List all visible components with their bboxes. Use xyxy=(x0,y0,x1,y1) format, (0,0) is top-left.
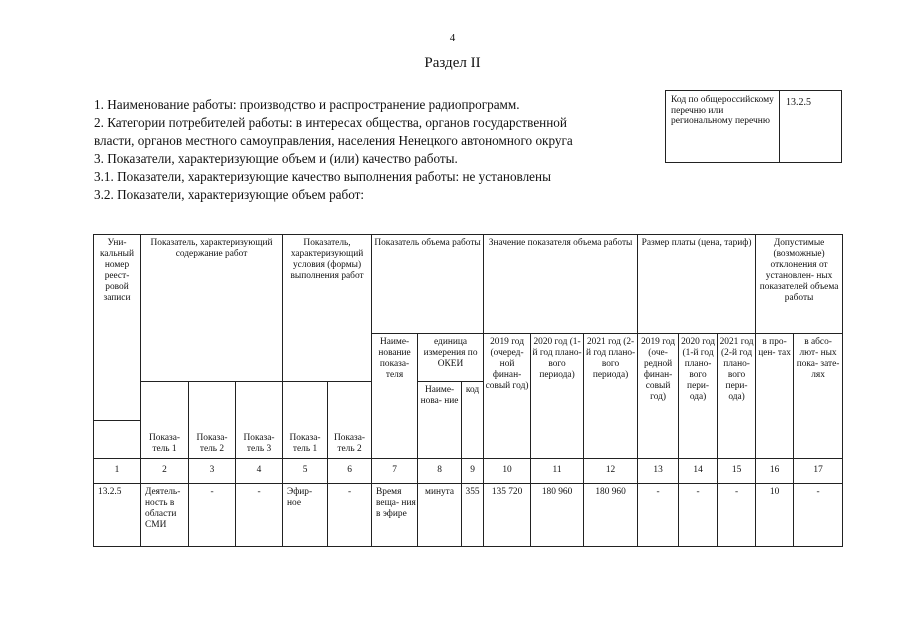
line-consumers-cont: власти, органов местного самоуправления, населения Ненецкого автономного округа xyxy=(94,133,573,148)
header-content-indicator: Показатель, характеризующий содержание работ xyxy=(141,235,283,382)
column-number: 6 xyxy=(328,458,372,483)
column-number: 7 xyxy=(372,458,418,483)
header-okei-code: код xyxy=(462,382,484,458)
row-okei-name: минута xyxy=(418,483,462,546)
header-value-2021: 2021 год (2-й год плано- вого периода) xyxy=(584,334,638,458)
row-deviation-absolute: - xyxy=(794,483,843,546)
header-conditions-indicator: Показатель, характеризующий условия (формы) выполнения работ xyxy=(283,235,372,382)
column-number: 8 xyxy=(418,458,462,483)
header-value-2019: 2019 год (очеред- ной финан- совый год) xyxy=(484,334,531,458)
line-indicators: 3. Показатели, характеризующие объем и (или) качество работы. xyxy=(94,151,458,166)
header-okei-unit: единица измерения по ОКЕИ xyxy=(418,334,484,382)
row-pay-2021: - xyxy=(718,483,756,546)
column-number: 14 xyxy=(679,458,718,483)
column-number: 5 xyxy=(283,458,328,483)
row-registry-number: 13.2.5 xyxy=(94,483,141,546)
column-number: 3 xyxy=(189,458,236,483)
row-content-2: - xyxy=(189,483,236,546)
header-indicator-name: Наиме- нование показа- теля xyxy=(372,334,418,458)
registry-code-value: 13.2.5 xyxy=(786,97,811,108)
row-deviation-percent: 10 xyxy=(756,483,794,546)
column-number: 11 xyxy=(531,458,584,483)
header-volume-indicator: Показатель объема работы xyxy=(372,235,484,334)
header-conditions-2: Показа- тель 2 xyxy=(328,382,372,458)
column-number: 15 xyxy=(718,458,756,483)
header-pay-2019: 2019 год (оче- редной финан- совый год) xyxy=(638,334,679,458)
row-value-2021: 180 960 xyxy=(584,483,638,546)
column-number: 9 xyxy=(462,458,484,483)
column-number: 10 xyxy=(484,458,531,483)
row-content-3: - xyxy=(236,483,283,546)
header-deviation-percent: в про- цен- тах xyxy=(756,334,794,458)
row-pay-2020: - xyxy=(679,483,718,546)
column-number: 17 xyxy=(794,458,843,483)
header-value-2020: 2020 год (1-й год плано- вого периода) xyxy=(531,334,584,458)
header-deviations: Допустимые (возможные) отклонения от установлен- ных показателей объема работы xyxy=(756,235,843,334)
header-content-3: Показа- тель 3 xyxy=(236,382,283,458)
row-pay-2019: - xyxy=(638,483,679,546)
row-value-2019: 135 720 xyxy=(484,483,531,546)
header-payment: Размер платы (цена, тариф) xyxy=(638,235,756,334)
header-okei-name: Наиме- нова- ние xyxy=(418,382,462,458)
header-pay-2021: 2021 год (2-й год плано- вого пери- ода) xyxy=(718,334,756,458)
line-consumers: 2. Категории потребителей работы: в интересах общества, органов государственной xyxy=(94,115,567,130)
row-content-1: Деятель- ность в области СМИ xyxy=(141,483,189,546)
header-unique-number: Уни- кальный номер реест- ровой записи xyxy=(94,235,141,421)
line-volume: 3.2. Показатели, характеризующие объем работ: xyxy=(94,187,365,202)
work-description xyxy=(94,96,654,204)
header-conditions-1: Показа- тель 1 xyxy=(283,382,328,458)
page-number: 4 xyxy=(449,32,456,44)
header-content-2: Показа- тель 2 xyxy=(189,382,236,458)
row-okei-code: 355 xyxy=(462,483,484,546)
row-conditions-1: Эфир- ное xyxy=(283,483,328,546)
column-number: 12 xyxy=(584,458,638,483)
column-number: 2 xyxy=(141,458,189,483)
volume-indicators-table xyxy=(93,234,843,547)
column-number: 13 xyxy=(638,458,679,483)
header-volume-value: Значение показателя объема работы xyxy=(484,235,638,334)
header-pay-2020: 2020 год (1-й год плано- вого пери- ода) xyxy=(679,334,718,458)
column-number: 1 xyxy=(94,458,141,483)
row-value-2020: 180 960 xyxy=(531,483,584,546)
line-quality: 3.1. Показатели, характеризующие качество выполнения работы: не установлены xyxy=(94,169,551,184)
section-title: Раздел II xyxy=(424,55,481,71)
registry-code-label: Код по общероссийскому перечню или региональному перечню xyxy=(666,91,780,162)
row-indicator-name: Время веща- ния в эфире xyxy=(372,483,418,546)
row-conditions-2: - xyxy=(328,483,372,546)
header-unique-number-bottom xyxy=(94,420,141,458)
registry-code-box xyxy=(665,90,842,163)
column-number: 4 xyxy=(236,458,283,483)
header-content-1: Показа- тель 1 xyxy=(141,382,189,458)
column-number: 16 xyxy=(756,458,794,483)
line-work-name: 1. Наименование работы: производство и распространение радиопрограмм. xyxy=(94,97,520,112)
header-deviation-absolute: в абсо- лют- ных пока- зате- лях xyxy=(794,334,843,458)
